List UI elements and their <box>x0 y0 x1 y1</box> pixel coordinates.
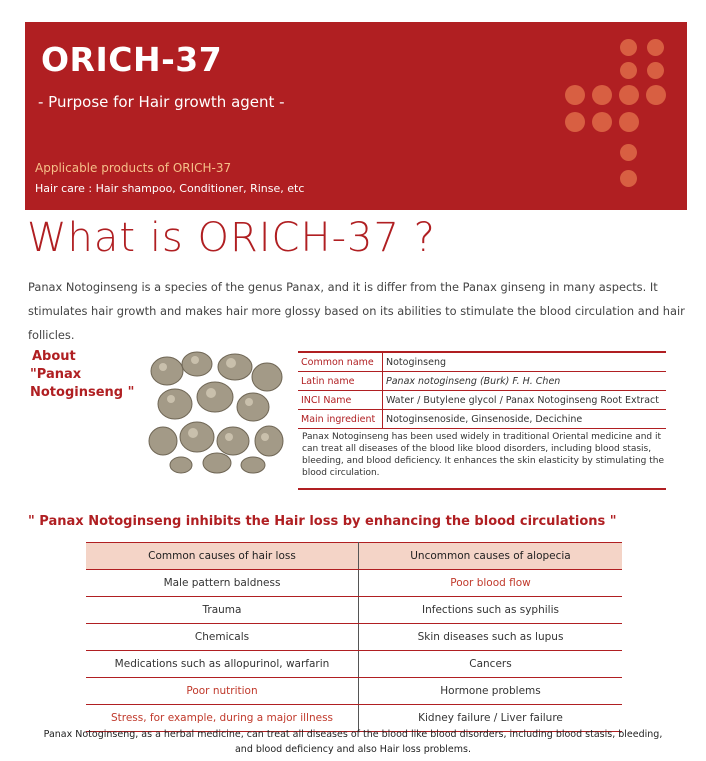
spec-description: Panax Notoginseng has been used widely in traditional Oriental medicine and it can treat all diseases of the blood like blood disorders, including blood stasis, bleeding, and blood deficiency. It enhances the skin elasticity by stimulating the blood circulation. <box>302 432 665 478</box>
spec-value: Notoginseng <box>383 352 667 372</box>
about-label <box>30 348 134 402</box>
product-title: ORICH-37 <box>41 40 223 79</box>
table-cell: Kidney failure / Liver failure <box>359 705 623 732</box>
spec-key: Latin name <box>298 372 383 391</box>
spec-row <box>298 410 666 429</box>
footer-note: Panax Notoginseng, as a herbal medicine, can treat all diseases of the blood like blood disorders, including blood stasis, bleeding, and blood deficiency and also Hair loss problems. <box>43 729 663 755</box>
inhibits-heading: " Panax Notoginseng inhibits the Hair loss by enhancing the blood circulations " <box>28 514 617 529</box>
table-cell: Chemicals <box>86 624 359 651</box>
intro-paragraph: Panax Notoginseng is a species of the genus Panax, and it is differ from the Panax ginseng in many aspects. It stimulates hair growth and makes hair more glossy based on its abilities to stimulate the blood circulation and hair follicles. <box>28 280 685 342</box>
table-row <box>86 624 622 651</box>
about-line-3: Notoginseng " <box>30 385 135 400</box>
table-cell: Male pattern baldness <box>86 570 359 597</box>
page-heading: What is ORICH-37 ? <box>27 215 436 261</box>
applicable-products-label: Applicable products of ORICH-37 <box>35 161 232 175</box>
product-subtitle: - Purpose for Hair growth agent - <box>38 93 285 111</box>
spec-key: Main ingredient <box>298 410 383 429</box>
table-header-row <box>86 543 622 570</box>
spec-value: Water / Butylene glycol / Panax Notoginseng Root Extract <box>383 391 667 410</box>
spec-key: Common name <box>298 352 383 372</box>
table-cell: Skin diseases such as lupus <box>359 624 623 651</box>
table-cell: Poor nutrition <box>86 678 359 705</box>
table-row <box>86 678 622 705</box>
table-cell: Infections such as syphilis <box>359 597 623 624</box>
table-cell: Medications such as allopurinol, warfarin <box>86 651 359 678</box>
table-cell: Trauma <box>86 597 359 624</box>
spec-value: Notoginsenoside, Ginsenoside, Decichine <box>383 410 667 429</box>
divider <box>298 488 666 490</box>
table-row <box>86 651 622 678</box>
about-line-1: About <box>32 349 76 364</box>
spec-key: INCI Name <box>298 391 383 410</box>
table-row <box>86 597 622 624</box>
ginseng-root-image <box>145 349 287 474</box>
spec-row <box>298 391 666 410</box>
table-cell: Hormone problems <box>359 678 623 705</box>
hair-care-products: Hair care : Hair shampoo, Conditioner, Rinse, etc <box>35 182 305 195</box>
column-header: Common causes of hair loss <box>86 543 359 570</box>
spec-row <box>298 372 666 391</box>
column-header: Uncommon causes of alopecia <box>359 543 623 570</box>
table-cell: Poor blood flow <box>359 570 623 597</box>
table-cell: Cancers <box>359 651 623 678</box>
hair-loss-causes-table <box>86 542 622 732</box>
table-cell: Stress, for example, during a major illness <box>86 705 359 732</box>
ginseng-spec-table <box>298 351 666 429</box>
spec-value: Panax notoginseng (Burk) F. H. Chen <box>383 372 667 391</box>
header-banner <box>25 22 687 210</box>
spec-row <box>298 352 666 372</box>
table-row <box>86 570 622 597</box>
about-line-2: "Panax <box>30 367 82 382</box>
